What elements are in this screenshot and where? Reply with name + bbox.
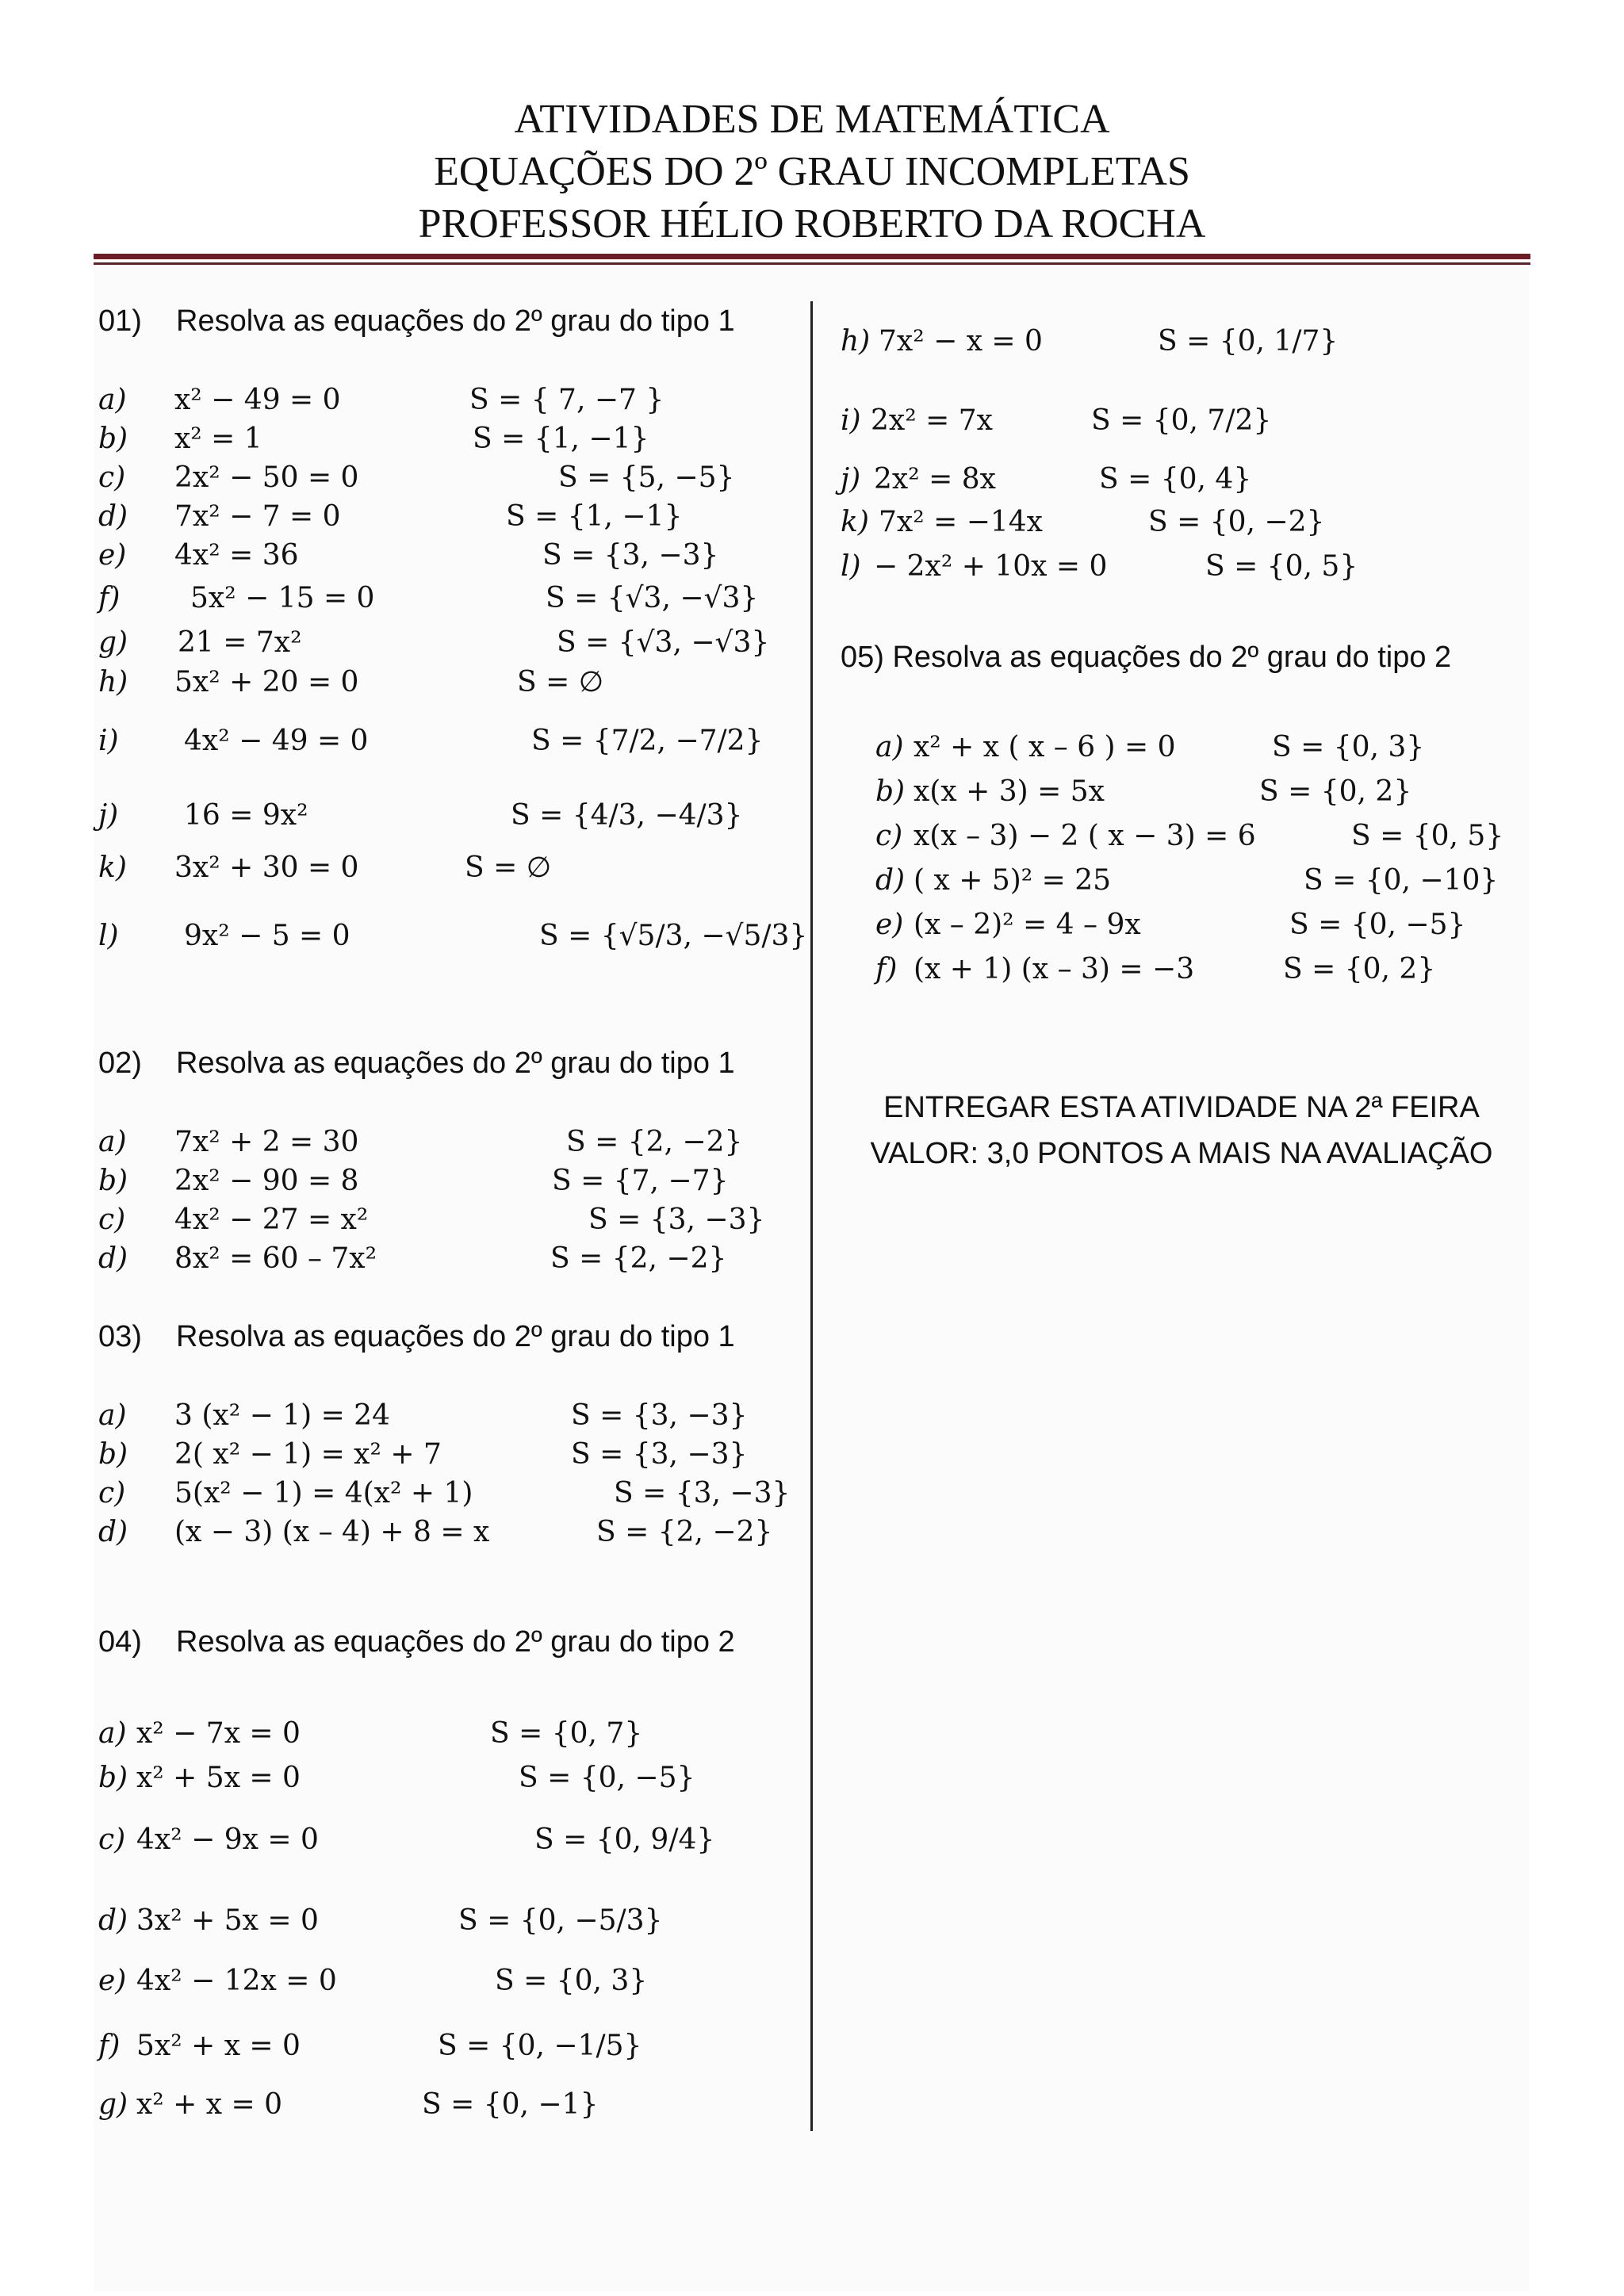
column-divider [810, 301, 813, 2131]
item-equation: 4x² − 12x = 0 [136, 1965, 337, 1997]
item-solution: S = {0, −5} [1289, 909, 1466, 941]
item-equation: x² = 1 [174, 423, 262, 455]
header-subtitle: EQUAÇÕES DO 2º GRAU INCOMPLETAS [434, 149, 1190, 194]
q03-number: 03) [98, 1320, 142, 1353]
item-solution: S = {3, −3} [588, 1203, 765, 1236]
item-label: b) [875, 775, 906, 808]
item-label: f) [98, 582, 121, 614]
header-title: ATIVIDADES DE MATEMÁTICA [514, 97, 1110, 142]
item-solution: S = {0, 2} [1283, 953, 1436, 985]
item-label: h) [841, 325, 871, 358]
item-solution: S = {0, 7/2} [1091, 404, 1272, 437]
item-equation: 2x² − 90 = 8 [174, 1165, 359, 1197]
delivery-deadline: ENTREGAR ESTA ATIVIDADE NA 2ª FEIRA [883, 1091, 1480, 1124]
item-solution: S = { 7, −7 } [469, 384, 665, 416]
item-label: b) [98, 1165, 128, 1197]
item-label: k) [98, 851, 127, 884]
item-label: b) [98, 423, 128, 455]
item-solution: S = {7, −7} [552, 1165, 729, 1197]
item-label: d) [98, 1516, 128, 1548]
item-equation: 21 = 7x² [178, 626, 302, 659]
item-solution: S = {7/2, −7/2} [531, 725, 764, 757]
item-solution: S = {0, −10} [1304, 864, 1499, 897]
item-solution: S = {1, −1} [506, 500, 683, 533]
item-label: d) [875, 864, 906, 897]
item-equation: 5x² − 15 = 0 [190, 582, 375, 614]
item-label: a) [875, 731, 904, 763]
q05-title: 05) Resolva as equações do 2º grau do tipo 2 [841, 641, 1452, 674]
item-label: d) [98, 1904, 128, 1937]
item-label: a) [98, 1717, 127, 1750]
item-equation: 4x² − 27 = x² [174, 1203, 369, 1236]
item-solution: S = {0, −5} [519, 1762, 695, 1794]
item-solution: S = {3, −3} [571, 1438, 748, 1471]
item-equation: 4x² = 36 [174, 539, 299, 572]
item-label: e) [875, 909, 904, 941]
item-label: d) [98, 500, 128, 533]
item-equation: 5(x² − 1) = 4(x² + 1) [174, 1477, 473, 1510]
item-equation: ( x + 5)² = 25 [914, 864, 1112, 897]
item-solution: S = {√3, −√3} [546, 582, 759, 614]
item-solution: S = {0, −1} [422, 2088, 599, 2121]
item-solution: S = {2, −2} [550, 1242, 727, 1275]
item-label: a) [98, 1399, 127, 1432]
item-equation: 7x² = −14x [879, 506, 1043, 538]
item-equation: 7x² − 7 = 0 [174, 500, 341, 533]
item-solution: S = {√5/3, −√5/3} [539, 920, 808, 952]
q02-number: 02) [98, 1047, 142, 1080]
item-solution: S = {2, −2} [596, 1516, 773, 1548]
item-label: c) [98, 461, 126, 494]
item-label: b) [98, 1762, 128, 1794]
item-equation: − 2x² + 10x = 0 [874, 550, 1108, 583]
item-solution: S = {0, −5/3} [458, 1904, 663, 1937]
item-equation: 2( x² − 1) = x² + 7 [174, 1438, 442, 1471]
q01-number: 01) [98, 304, 142, 338]
item-solution: S = {0, −1/5} [438, 2030, 642, 2062]
item-equation: 16 = 9x² [184, 799, 308, 832]
item-equation: x² − 7x = 0 [136, 1717, 301, 1750]
item-solution: S = {0, 7} [490, 1717, 643, 1750]
item-solution: S = {3, −3} [614, 1477, 791, 1510]
item-solution: S = {√3, −√3} [557, 626, 770, 659]
item-label: g) [98, 2088, 128, 2121]
item-label: i) [98, 725, 119, 757]
q04-title: Resolva as equações do 2º grau do tipo 2 [176, 1625, 735, 1659]
q01-title: Resolva as equações do 2º grau do tipo 1 [176, 304, 735, 338]
item-equation: 2x² = 8x [874, 463, 996, 496]
item-label: d) [98, 1242, 128, 1275]
item-equation: 4x² − 49 = 0 [184, 725, 369, 757]
item-label: b) [98, 1438, 128, 1471]
item-equation: 8x² = 60 – 7x² [174, 1242, 377, 1275]
header-rule [94, 254, 1530, 259]
bonus-points: VALOR: 3,0 PONTOS A MAIS NA AVALIAÇÃO [870, 1137, 1493, 1170]
item-label: g) [98, 626, 128, 659]
item-equation: 2x² − 50 = 0 [174, 461, 359, 494]
item-solution: S = {3, −3} [571, 1399, 748, 1432]
item-equation: 5x² + 20 = 0 [174, 666, 359, 698]
q02-title: Resolva as equações do 2º grau do tipo 1 [176, 1047, 735, 1080]
item-solution: S = {5, −5} [558, 461, 735, 494]
item-solution: S = {0, 5} [1351, 820, 1504, 852]
item-equation: (x + 1) (x – 3) = −3 [914, 953, 1195, 985]
item-solution: S = ∅ [517, 666, 604, 698]
item-solution: S = {1, −1} [473, 423, 649, 455]
item-solution: S = {2, −2} [566, 1126, 743, 1158]
item-label: i) [841, 404, 861, 437]
item-label: h) [98, 666, 128, 698]
item-equation: 4x² − 9x = 0 [136, 1823, 319, 1856]
item-equation: x² + x = 0 [136, 2088, 283, 2121]
item-equation: 5x² + x = 0 [136, 2030, 301, 2062]
item-solution: S = {3, −3} [542, 539, 719, 572]
item-label: k) [841, 506, 869, 538]
item-label: l) [841, 550, 861, 583]
item-solution: S = {0, −2} [1148, 506, 1325, 538]
item-equation: 9x² − 5 = 0 [184, 920, 350, 952]
item-equation: 3x² + 5x = 0 [136, 1904, 319, 1937]
item-equation: x(x + 3) = 5x [914, 775, 1105, 808]
item-solution: S = {0, 2} [1259, 775, 1412, 808]
item-solution: S = {4/3, −4/3} [511, 799, 743, 832]
item-solution: S = {0, 9/4} [534, 1823, 715, 1856]
item-equation: 7x² − x = 0 [879, 325, 1043, 358]
item-solution: S = {0, 5} [1205, 550, 1358, 583]
item-solution: S = {0, 4} [1099, 463, 1252, 496]
item-equation: 3x² + 30 = 0 [174, 851, 359, 884]
item-solution: S = ∅ [465, 851, 552, 884]
item-equation: 7x² + 2 = 30 [174, 1126, 359, 1158]
header-author: PROFESSOR HÉLIO ROBERTO DA ROCHA [418, 201, 1206, 247]
item-equation: x² + 5x = 0 [136, 1762, 301, 1794]
item-label: c) [875, 820, 903, 852]
item-label: j) [841, 463, 861, 496]
item-label: j) [98, 799, 119, 832]
item-label: e) [98, 539, 127, 572]
page-header [0, 94, 1624, 251]
item-solution: S = {0, 3} [1272, 731, 1425, 763]
item-label: a) [98, 1126, 127, 1158]
item-label: l) [98, 920, 119, 952]
header-rule-thin [94, 262, 1530, 265]
item-equation: 2x² = 7x [871, 404, 993, 437]
item-label: f) [875, 953, 898, 985]
item-label: c) [98, 1203, 126, 1236]
item-label: c) [98, 1477, 126, 1510]
item-equation: x² + x ( x – 6 ) = 0 [914, 731, 1176, 763]
item-label: f) [98, 2030, 121, 2062]
q03-title: Resolva as equações do 2º grau do tipo 1 [176, 1320, 735, 1353]
item-equation: (x − 3) (x – 4) + 8 = x [174, 1516, 490, 1548]
item-label: c) [98, 1823, 126, 1856]
item-equation: x(x – 3) − 2 ( x − 3) = 6 [914, 820, 1256, 852]
q04-number: 04) [98, 1625, 142, 1659]
delivery-note [841, 1085, 1522, 1177]
item-equation: 3 (x² − 1) = 24 [174, 1399, 390, 1432]
item-label: e) [98, 1965, 127, 1997]
item-equation: x² − 49 = 0 [174, 384, 341, 416]
item-label: a) [98, 384, 127, 416]
item-solution: S = {0, 1/7} [1158, 325, 1339, 358]
item-equation: (x – 2)² = 4 – 9x [914, 909, 1141, 941]
item-solution: S = {0, 3} [495, 1965, 648, 1997]
